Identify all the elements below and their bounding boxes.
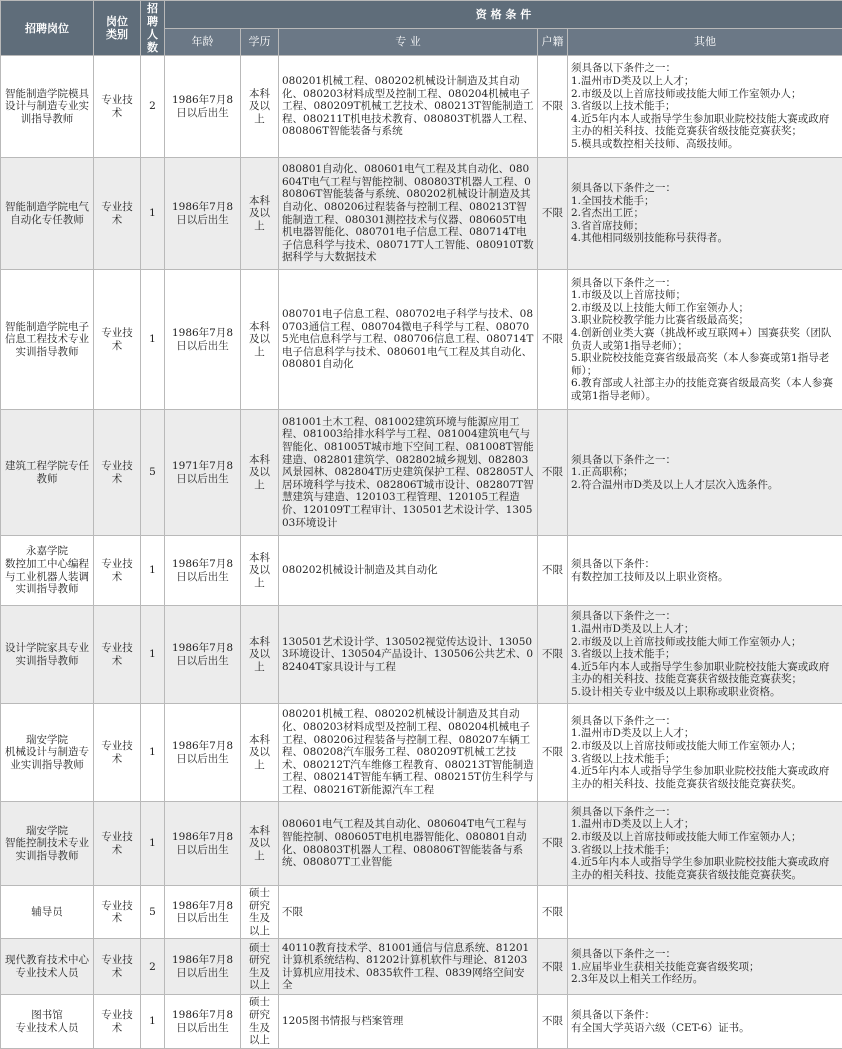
cell-hukou: 不限 (538, 270, 568, 410)
cell-major: 080201机械工程、080202机械设计制造及其自动化、080203材料成型及控制工程、080204机械电子工程、080209T机械工艺技术、080213T智能制造工程、080211T机电技术教育、080803T机器人工程、080806T智能装备与系统 (279, 56, 538, 158)
cell-position: 智能制造学院电子信息工程技术专业实训指导教师 (1, 270, 94, 410)
cell-count: 1 (141, 802, 165, 886)
cell-category: 专业技术 (94, 704, 141, 802)
cell-age: 1986年7月8日以后出生 (165, 158, 241, 270)
cell-hukou: 不限 (538, 158, 568, 270)
cell-education: 本科及以上 (241, 56, 279, 158)
cell-position: 辅导员 (1, 886, 94, 939)
table-body (1, 56, 842, 1049)
cell-position: 瑞安学院 机械设计与制造专业实训指导教师 (1, 704, 94, 802)
cell-hukou: 不限 (538, 606, 568, 704)
cell-other: 须具备以下条件之一： 1.正高职称； 2.符合温州市D类及以上人才层次入选条件。 (568, 410, 842, 536)
cell-count: 1 (141, 995, 165, 1048)
cell-age: 1986年7月8日以后出生 (165, 56, 241, 158)
cell-category: 专业技术 (94, 939, 141, 995)
cell-education: 硕士研究生及以上 (241, 939, 279, 995)
cell-education: 硕士研究生及以上 (241, 995, 279, 1048)
table-row (1, 606, 842, 704)
table-row (1, 886, 842, 939)
cell-education: 本科及以上 (241, 410, 279, 536)
cell-major: 080201机械工程、080202机械设计制造及其自动化、080203材料成型及控制工程、080204机械电子工程、080206过程装备与控制工程、080207车辆工程、080208汽车服务工程、080209T机械工艺技术、080212T汽车维修工程教育、080213T智能制造工程、080214T智能车辆工程、080215T仿生科学与工程、080216T新能源汽车工程 (279, 704, 538, 802)
cell-category: 专业技术 (94, 995, 141, 1048)
table-header (1, 1, 842, 56)
cell-education: 本科及以上 (241, 802, 279, 886)
cell-hukou: 不限 (538, 995, 568, 1048)
cell-age: 1986年7月8日以后出生 (165, 802, 241, 886)
cell-other: 须具备以下条件之一： 1.温州市D类及以上人才； 2.市级及以上首席技师或技能大师工作室领办人； 3.省级以上技术能手； 4.近5年内本人或指导学生参加职业院校技能大赛或政府主办的相关科技、技能竞赛获省级技能竞赛获奖。 (568, 802, 842, 886)
cell-category: 专业技术 (94, 56, 141, 158)
header-qualification: 资 格 条 件 (165, 1, 842, 29)
header-education: 学历 (241, 28, 279, 56)
cell-count: 1 (141, 704, 165, 802)
cell-other: 须具备以下条件之一： 1.温州市D类及以上人才； 2.市级及以上首席技师或技能大师工作室领办人； 3.省级以上技术能手； 4.近5年内本人或指导学生参加职业院校技能大赛或政府主办的相关科技、技能竞赛获省级技能竞赛获奖； 5.设计相关专业中级及以上职称或职业资格。 (568, 606, 842, 704)
header-count: 招聘 人数 (141, 1, 165, 56)
cell-hukou: 不限 (538, 886, 568, 939)
table-row (1, 995, 842, 1048)
cell-position: 智能制造学院电气自动化专任教师 (1, 158, 94, 270)
cell-major: 080701电子信息工程、080702电子科学与技术、080703通信工程、080704微电子科学与工程、080705光电信息科学与工程、080706信息工程、080714T电子信息科学与技术、080601电气工程及其自动化、080801自动化 (279, 270, 538, 410)
cell-other: 须具备以下条件之一： 1.市级及以上首席技师； 2.市级及以上技能大师工作室领办人； 3.职业院校教学能力比赛省级最高奖； 4.创新创业类大赛（挑战杯或互联网+）国赛获奖（团队负责人或第1指导老师）； 5.职业院校技能竞赛省级最高奖（本人参赛或第1指导老师）； 6.教育部或人社部主办的技能竞赛省级最高奖（本人参赛或第1指导老师）。 (568, 270, 842, 410)
cell-age: 1986年7月8日以后出生 (165, 270, 241, 410)
cell-major: 080801自动化、080601电气工程及其自动化、080604T电气工程与智能控制、080803T机器人工程、080806T智能装备与系统、080202机械设计制造及其自动化、080206过程装备与控制工程、080213T智能制造工程、080301测控技术与仪器、080605T电机电器智能化、080701电子信息工程、080714T电子信息科学与技术、080717T人工智能、080910T数据科学与大数据技术 (279, 158, 538, 270)
cell-position: 永嘉学院 数控加工中心编程与工业机器人装调实训指导教师 (1, 536, 94, 606)
cell-major: 081001土木工程、081002建筑环境与能源应用工程、081003给排水科学与工程、081004建筑电气与智能化、081005T城市地下空间工程、081008T智能建造、082801建筑学、082802城乡规划、082803风景园林、082804T历史建筑保护工程、082805T人居环境科学与技术、082806T城市设计、082807T智慧建筑与建造、120103工程管理、120105工程造价、120109T工程审计、130501艺术设计学、130503环境设计 (279, 410, 538, 536)
cell-major: 080601电气工程及其自动化、080604T电气工程与智能控制、080605T电机电器智能化、080801自动化、080803T机器人工程、080806T智能装备与系统、080807T工业智能 (279, 802, 538, 886)
header-category: 岗位 类别 (94, 1, 141, 56)
cell-hukou: 不限 (538, 536, 568, 606)
table-row (1, 56, 842, 158)
cell-category: 专业技术 (94, 536, 141, 606)
cell-category: 专业技术 (94, 158, 141, 270)
cell-education: 本科及以上 (241, 536, 279, 606)
cell-other: 须具备以下条件之一： 1.温州市D类及以上人才； 2.市级及以上首席技师或技能大师工作室领办人； 3.省级以上技术能手； 4.近5年内本人或指导学生参加职业院校技能大赛或政府主办的相关科技、技能竞赛获省级技能竞赛获奖； 5.模具或数控相关技师、高级技师。 (568, 56, 842, 158)
cell-major: 1205图书情报与档案管理 (279, 995, 538, 1048)
cell-position: 图书馆 专业技术人员 (1, 995, 94, 1048)
cell-education: 本科及以上 (241, 606, 279, 704)
cell-count: 2 (141, 939, 165, 995)
cell-education: 本科及以上 (241, 270, 279, 410)
header-position: 招聘岗位 (1, 1, 94, 56)
cell-count: 1 (141, 270, 165, 410)
cell-category: 专业技术 (94, 886, 141, 939)
cell-age: 1986年7月8日以后出生 (165, 606, 241, 704)
cell-count: 1 (141, 158, 165, 270)
cell-other: 须具备以下条件： 有数控加工技师及以上职业资格。 (568, 536, 842, 606)
cell-count: 1 (141, 606, 165, 704)
header-major: 专 业 (279, 28, 538, 56)
table-row (1, 410, 842, 536)
table-row (1, 802, 842, 886)
table-row (1, 270, 842, 410)
table-row (1, 704, 842, 802)
cell-major: 130501艺术设计学、130502视觉传达设计、130503环境设计、130504产品设计、130506公共艺术、082404T家具设计与工程 (279, 606, 538, 704)
cell-count: 5 (141, 410, 165, 536)
cell-education: 本科及以上 (241, 158, 279, 270)
cell-other (568, 886, 842, 939)
header-other: 其他 (568, 28, 842, 56)
cell-age: 1986年7月8日以后出生 (165, 995, 241, 1048)
cell-category: 专业技术 (94, 802, 141, 886)
cell-major: 080202机械设计制造及其自动化 (279, 536, 538, 606)
header-hukou: 户籍 (538, 28, 568, 56)
cell-education: 本科及以上 (241, 704, 279, 802)
header-age: 年龄 (165, 28, 241, 56)
cell-count: 5 (141, 886, 165, 939)
cell-hukou: 不限 (538, 704, 568, 802)
cell-count: 2 (141, 56, 165, 158)
table-row (1, 536, 842, 606)
cell-major: 不限 (279, 886, 538, 939)
cell-hukou: 不限 (538, 410, 568, 536)
cell-category: 专业技术 (94, 270, 141, 410)
cell-position: 瑞安学院 智能控制技术专业实训指导教师 (1, 802, 94, 886)
cell-position: 设计学院家具专业实训指导教师 (1, 606, 94, 704)
cell-hukou: 不限 (538, 939, 568, 995)
cell-age: 1986年7月8日以后出生 (165, 704, 241, 802)
cell-category: 专业技术 (94, 410, 141, 536)
cell-position: 现代教育技术中心专业技术人员 (1, 939, 94, 995)
cell-position: 智能制造学院模具设计与制造专业实训指导教师 (1, 56, 94, 158)
cell-age: 1971年7月8日以后出生 (165, 410, 241, 536)
cell-age: 1986年7月8日以后出生 (165, 536, 241, 606)
cell-hukou: 不限 (538, 802, 568, 886)
table-row (1, 939, 842, 995)
cell-education: 硕士研究生及以上 (241, 886, 279, 939)
cell-age: 1986年7月8日以后出生 (165, 939, 241, 995)
cell-other: 须具备以下条件之一： 1.全国技术能手； 2.省杰出工匠； 3.省首席技师； 4.其他相同级别技能称号获得者。 (568, 158, 842, 270)
cell-count: 1 (141, 536, 165, 606)
cell-age: 1986年7月8日以后出生 (165, 886, 241, 939)
cell-position: 建筑工程学院专任教师 (1, 410, 94, 536)
cell-other: 须具备以下条件之一： 1.温州市D类及以上人才； 2.市级及以上首席技师或技能大师工作室领办人； 3.省级以上技术能手； 4.近5年内本人或指导学生参加职业院校技能大赛或政府主办的相关科技、技能竞赛获省级技能竞赛获奖。 (568, 704, 842, 802)
cell-other: 须具备以下条件： 有全国大学英语六级（CET-6）证书。 (568, 995, 842, 1048)
cell-other: 须具备以下条件之一： 1.应届毕业生获相关技能竞赛省级奖项； 2.3年及以上相关工作经历。 (568, 939, 842, 995)
cell-major: 40110教育技术学、81001通信与信息系统、81201计算机系统结构、81202计算机软件与理论、81203计算机应用技术、0835软件工程、0839网络空间安全 (279, 939, 538, 995)
table-row (1, 158, 842, 270)
cell-hukou: 不限 (538, 56, 568, 158)
cell-category: 专业技术 (94, 606, 141, 704)
